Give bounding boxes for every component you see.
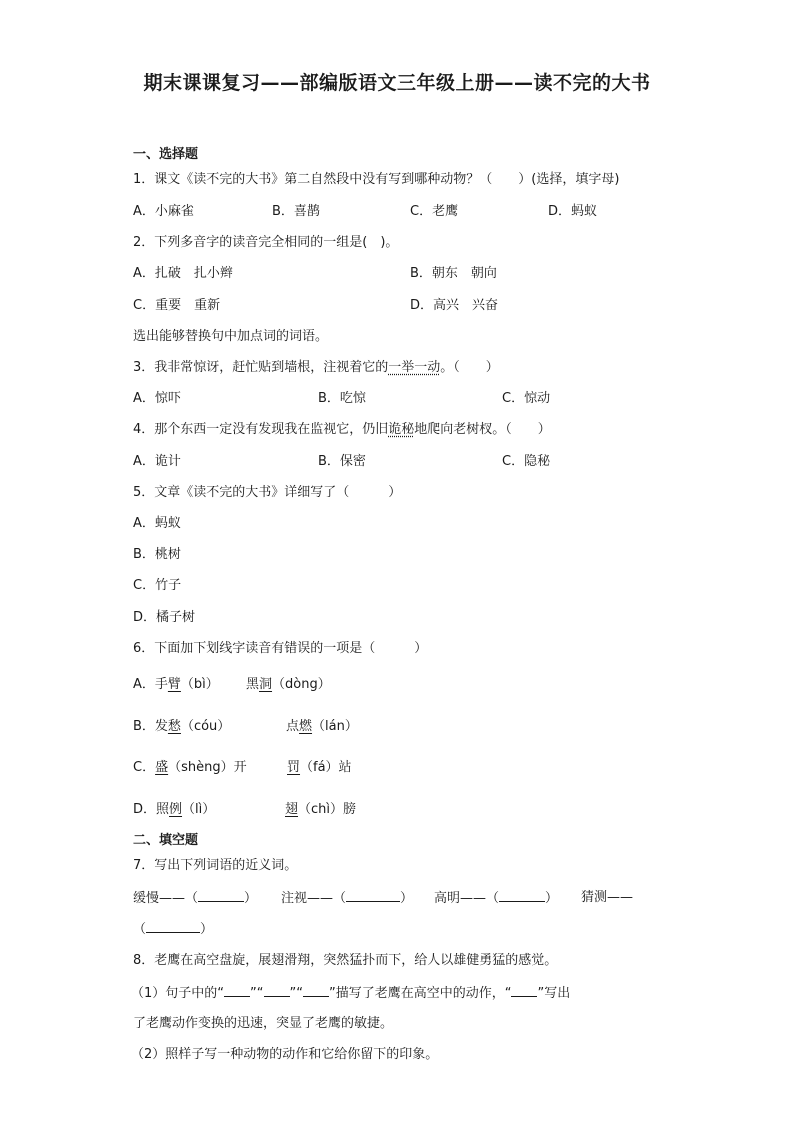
q3-option-c: C．惊动 bbox=[502, 391, 551, 406]
answer-blank[interactable] bbox=[511, 984, 537, 997]
instruction-text: 选出能够替换句中加点词的词语。 bbox=[133, 329, 329, 344]
q6-option-b-second bbox=[286, 718, 358, 736]
q6-c-pinyin: （shèng）开 bbox=[168, 760, 247, 775]
q7-word-2: 注视——（ bbox=[281, 891, 347, 906]
question-1-stem: 1．课文《读不完的大书》第二自然段中没有写到哪种动物？（ ）(选择，填字母) bbox=[133, 172, 620, 187]
q1-option-b: B．喜鹊 bbox=[272, 204, 320, 219]
q4-stem-post: 地爬向老树杈。（ ） bbox=[414, 422, 551, 437]
q2-option-c: C．重要 重新 bbox=[133, 298, 221, 313]
q8-sub-1-cont: 了老鹰动作变换的迅速，突显了老鹰的敏捷。 bbox=[133, 1016, 394, 1031]
q7-open-4: （ bbox=[133, 922, 147, 937]
q5-option-b: B．桃树 bbox=[133, 547, 181, 562]
question-8-stem: 8．老鹰在高空盘旋，展翅滑翔，突然猛扑而下，给人以雄健勇猛的感觉。 bbox=[133, 953, 558, 968]
q2-option-d: D．高兴 兴奋 bbox=[410, 298, 499, 313]
answer-blank[interactable] bbox=[346, 889, 400, 902]
q6-option-d-first bbox=[133, 801, 215, 819]
q1-option-a: A．小麻雀 bbox=[133, 204, 194, 219]
q3-stem-pre: 3．我非常惊讶，赶忙贴到墙根，注视着它的 bbox=[133, 360, 389, 375]
q8-sub1-middle: ”描写了老鹰在高空中的动作，“ bbox=[328, 986, 512, 1001]
answer-blank[interactable] bbox=[198, 889, 244, 902]
section-heading-fill: 二、填空题 bbox=[133, 833, 199, 848]
q5-option-c: C．竹子 bbox=[133, 578, 182, 593]
q4-option-b: B．保密 bbox=[318, 454, 366, 469]
q4-option-a: A．诡计 bbox=[133, 454, 181, 469]
page-title: 期末课课复习——部编版语文三年级上册——读不完的大书 bbox=[143, 72, 651, 94]
q8-quote-sep: ”“ bbox=[289, 986, 303, 1001]
q6-option-c-second bbox=[287, 759, 352, 777]
q6-a2-pinyin: （dòng） bbox=[272, 677, 331, 692]
q7-close-4: ） bbox=[200, 922, 214, 937]
q8-sub-1 bbox=[131, 984, 570, 1003]
q6-b-underlined-char: 愁 bbox=[167, 719, 181, 734]
q6-c2-pinyin: （fá）站 bbox=[300, 760, 352, 775]
q6-b2-prefix: 点 bbox=[286, 719, 300, 734]
answer-blank[interactable] bbox=[224, 984, 250, 997]
q6-d2-underlined-char: 翅 bbox=[285, 802, 299, 817]
q6-a-pinyin: （bì） bbox=[180, 677, 219, 692]
q6-a2-prefix: 黑 bbox=[246, 677, 260, 692]
question-3-stem bbox=[133, 359, 499, 377]
q4-stem-pre: 4．那个东西一定没有发现我在监视它，仍旧 bbox=[133, 422, 389, 437]
answer-blank[interactable] bbox=[499, 889, 545, 902]
q7-item-2 bbox=[281, 889, 413, 908]
q6-option-a-first bbox=[133, 676, 219, 694]
question-2-stem: 2．下列多音字的读音完全相同的一组是( )。 bbox=[133, 235, 399, 250]
question-7-stem: 7．写出下列词语的近义词。 bbox=[133, 858, 298, 873]
q3-option-b: B．吃惊 bbox=[318, 391, 366, 406]
question-4-stem bbox=[133, 421, 551, 439]
q7-close-2: ） bbox=[400, 891, 414, 906]
q6-option-a-second bbox=[246, 676, 331, 694]
q6-c-underlined-char: 盛 bbox=[155, 760, 169, 775]
q6-option-c-first bbox=[133, 759, 247, 777]
q6-c2-underlined-char: 罚 bbox=[287, 760, 301, 775]
answer-blank[interactable] bbox=[146, 920, 200, 933]
q3-stem-post: 。（ ） bbox=[440, 360, 499, 375]
q6-b2-underlined-char: 燃 bbox=[299, 719, 313, 734]
question-6-stem: 6．下面加下划线字读音有错误的一项是（ ） bbox=[133, 641, 428, 656]
q5-option-d: D．橘子树 bbox=[133, 610, 196, 625]
q6-d-prefix: D．照 bbox=[133, 802, 170, 817]
q6-b-pinyin: （cóu） bbox=[180, 719, 231, 734]
q3-option-a: A．惊吓 bbox=[133, 391, 181, 406]
q7-item-1 bbox=[133, 889, 257, 908]
q2-option-b: B．朝东 朝向 bbox=[410, 266, 497, 281]
q8-sub1-prefix: （1）句子中的“ bbox=[131, 986, 225, 1001]
q4-option-c: C．隐秘 bbox=[502, 454, 551, 469]
q7-item-3 bbox=[434, 889, 558, 908]
q7-close-1: ） bbox=[244, 891, 258, 906]
q6-d-pinyin: （lì） bbox=[182, 802, 216, 817]
q6-b2-pinyin: （lán） bbox=[312, 719, 358, 734]
q8-sub-2: （2）照样子写一种动物的动作和它给你留下的印象。 bbox=[131, 1047, 439, 1062]
q6-d-underlined-char: 例 bbox=[169, 802, 183, 817]
q6-a-prefix: A．手 bbox=[133, 677, 168, 692]
q6-option-b-first bbox=[133, 718, 230, 736]
q8-quote-sep: ”“ bbox=[250, 986, 264, 1001]
question-5-stem: 5．文章《读不完的大书》详细写了（ ） bbox=[133, 485, 402, 500]
q6-d2-pinyin: （chì）膀 bbox=[298, 802, 357, 817]
q2-option-a: A．扎破 扎小辫 bbox=[133, 266, 233, 281]
q1-option-c: C．老鹰 bbox=[410, 204, 459, 219]
q3-dotted-word: 一举一动 bbox=[388, 360, 441, 375]
q7-item-4: 猜测—— bbox=[581, 890, 634, 905]
q6-c-prefix: C． bbox=[133, 760, 156, 775]
section-heading-choice: 一、选择题 bbox=[133, 147, 199, 162]
q7-word-1: 缓慢——（ bbox=[133, 891, 199, 906]
q7-item-4-wrap bbox=[133, 920, 213, 939]
q6-b-prefix: B．发 bbox=[133, 719, 168, 734]
q5-option-a: A．蚂蚁 bbox=[133, 516, 181, 531]
q7-close-3: ） bbox=[545, 891, 559, 906]
q7-word-3: 高明——（ bbox=[434, 891, 500, 906]
answer-blank[interactable] bbox=[303, 984, 329, 997]
q4-dotted-word: 诡秘 bbox=[388, 422, 415, 437]
q8-sub1-suffix: ”写出 bbox=[537, 986, 571, 1001]
q1-option-d: D．蚂蚁 bbox=[548, 204, 598, 219]
answer-blank[interactable] bbox=[264, 984, 290, 997]
q6-option-d-second bbox=[285, 801, 356, 819]
q6-a2-underlined-char: 洞 bbox=[259, 677, 273, 692]
q6-a-underlined-char: 臂 bbox=[167, 677, 181, 692]
